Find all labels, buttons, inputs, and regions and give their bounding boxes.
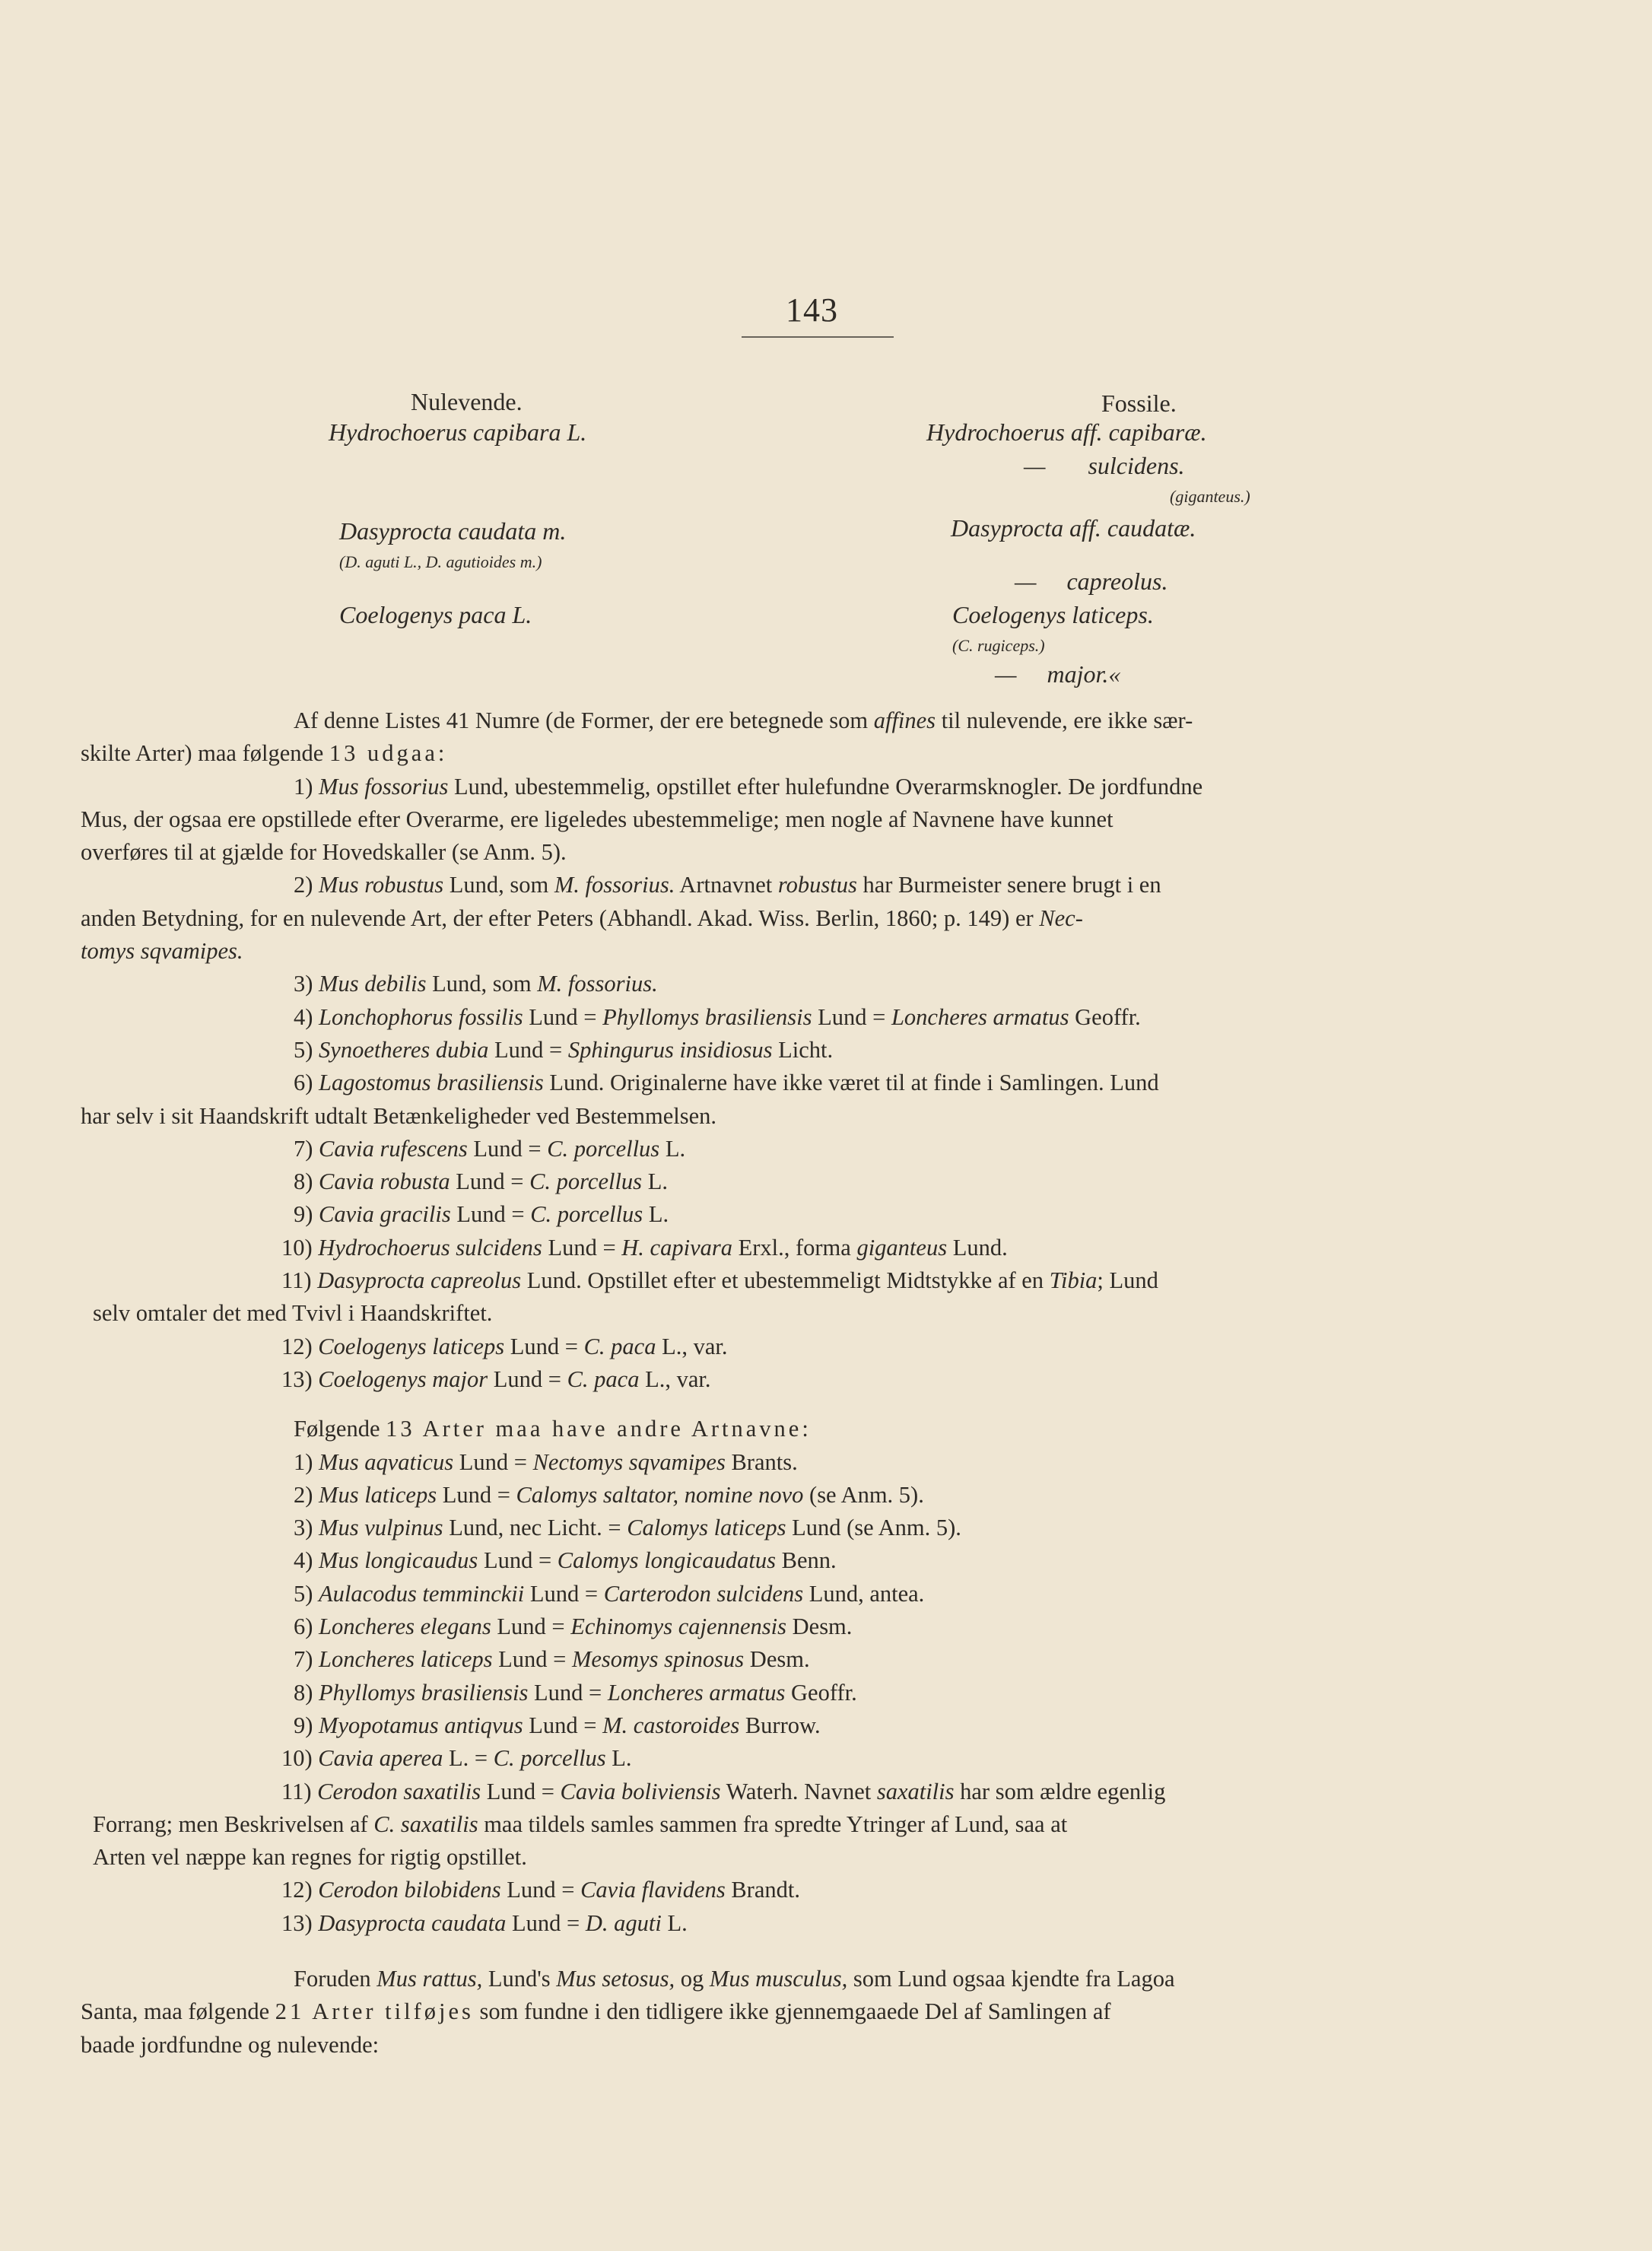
list1-item-10: 10) Hydrochoerus sulcidens Lund = H. capivara Erxl., forma giganteus Lund. (281, 1234, 1008, 1261)
list2-item-6: 6) Loncheres elegans Lund = Echinomys cajennensis Desm. (294, 1614, 853, 1640)
list2-item-8: 8) Phyllomys brasiliensis Lund = Loncheres armatus Geoffr. (294, 1679, 857, 1706)
list1-item-12: 12) Coelogenys laticeps Lund = C. paca L., var. (281, 1333, 728, 1359)
list1-item-13: 13) Coelogenys major Lund = C. paca L., var. (281, 1366, 711, 1392)
right-dasyprocta: Dasyprocta aff. caudatæ. (951, 514, 1196, 542)
list2-item-5: 5) Aulacodus temminckii Lund = Carterodon sulcidens Lund, antea. (294, 1580, 925, 1607)
list1-item-2: 2) Mus robustus Lund, som M. fossorius. Artnavnet robustus har Burmeister senere brugt i en anden Betydning, for en nulevende Art, der efter Peters (Abhandl. Akad. Wiss. Berlin, 1860; p. 149) er Nec- tomys sqvamipes. (81, 872, 1161, 965)
right-sulcidens: — sulcidens. (1024, 452, 1185, 479)
page-number: 143 (786, 291, 838, 329)
right-capreolus: — capreolus. (1015, 568, 1168, 595)
list1-item-9: 9) Cavia gracilis Lund = C. porcellus L. (294, 1201, 669, 1228)
list1-item-11: 11) Dasyprocta capreolus Lund. Opstillet efter et ubestemmeligt Midtstykke af en Tibia; Lund selv omtaler det med Tvivl i Haandskriftet. (93, 1267, 1158, 1327)
list2-item-4: 4) Mus longicaudus Lund = Calomys longicaudatus Benn. (294, 1547, 837, 1574)
left-coelogenys: Coelogenys paca L. (339, 601, 532, 628)
list2-item-10: 10) Cavia aperea L. = C. porcellus L. (281, 1745, 632, 1772)
list1-item-5: 5) Synoetheres dubia Lund = Sphingurus insidiosus Licht. (294, 1036, 834, 1063)
list2-item-11: 11) Cerodon saxatilis Lund = Cavia boliviensis Waterh. Navnet saxatilis har som ældre egenlig Forrang; men Beskrivelsen af C. saxatilis maa tildels samles sammen fra spredte Ytringer af Lund, saa at Arten vel næppe kan regnes for rigtig opstillet. (93, 1778, 1166, 1871)
left-dasyprocta: Dasyprocta caudata m. (339, 517, 567, 545)
left-dasyprocta-synonyms: (D. aguti L., D. agutioides m.) (339, 552, 542, 571)
list1-item-7: 7) Cavia rufescens Lund = C. porcellus L. (294, 1135, 686, 1162)
list1-item-6: 6) Lagostomus brasiliensis Lund. Originalerne have ikke været til at finde i Samlingen. Lund har selv i sit Haandskrift udtalt Betænkeligheder ved Bestemmelsen. (81, 1070, 1159, 1129)
right-rugiceps: (C. rugiceps.) (952, 636, 1045, 655)
page-number-rule (742, 336, 894, 338)
left-hydrochoerus: Hydrochoerus capibara L. (329, 418, 587, 446)
list2-item-12: 12) Cerodon bilobidens Lund = Cavia flavidens Brandt. (281, 1877, 800, 1903)
right-major: — major.« (995, 660, 1121, 688)
left-column-header: Nulevende. (411, 388, 523, 415)
paragraph-1: Af denne Listes 41 Numre (de Former, der ere betegnede som affines til nulevende, ere ikke sær- skilte Arter) maa følgende 13 udgaa: (81, 707, 1193, 767)
right-coelogenys: Coelogenys laticeps. (952, 601, 1154, 628)
list1-item-3: 3) Mus debilis Lund, som M. fossorius. (294, 971, 658, 997)
paragraph-3: Foruden Mus rattus, Lund's Mus setosus, og Mus musculus, som Lund ogsaa kjendte fra Lagoa Santa, maa følgende 21 Arter tilføjes som fundne i den tidligere ikke gjennemgaaede Del af Samlingen af baade jordfundne og nulevende: (81, 1965, 1175, 2058)
right-hydrochoerus: Hydrochoerus aff. capibaræ. (926, 418, 1207, 446)
list2-item-3: 3) Mus vulpinus Lund, nec Licht. = Calomys laticeps Lund (se Anm. 5). (294, 1515, 961, 1541)
list2-item-2: 2) Mus laticeps Lund = Calomys saltator, nomine novo (se Anm. 5). (294, 1481, 924, 1508)
list1-item-4: 4) Lonchophorus fossilis Lund = Phyllomys brasiliensis Lund = Loncheres armatus Geoffr. (294, 1003, 1141, 1030)
list1-item-1: 1) Mus fossorius Lund, ubestemmelig, opstillet efter hulefundne Overarmsknogler. De jordfundne Mus, der ogsaa ere opstillede efter Overarme, ere ligeledes ubestemmelige; men nogle af Navnene have kunnet overføres til at gjælde for Hovedskaller (se Anm. 5). (81, 773, 1203, 866)
list1-item-8: 8) Cavia robusta Lund = C. porcellus L. (294, 1168, 668, 1195)
list2-item-9: 9) Myopotamus antiqvus Lund = M. castoroides Burrow. (294, 1712, 821, 1738)
right-giganteus: (giganteus.) (1170, 487, 1250, 506)
list2-item-7: 7) Loncheres laticeps Lund = Mesomys spinosus Desm. (294, 1646, 810, 1673)
body-text (81, 704, 1450, 2062)
list2-item-13: 13) Dasyprocta caudata Lund = D. aguti L. (281, 1909, 688, 1936)
list2-item-1: 1) Mus aqvaticus Lund = Nectomys sqvamipes Brants. (294, 1448, 798, 1475)
paragraph-2: Følgende 13 Arter maa have andre Artnavne: (294, 1416, 812, 1442)
right-column-header: Fossile. (1101, 389, 1177, 417)
